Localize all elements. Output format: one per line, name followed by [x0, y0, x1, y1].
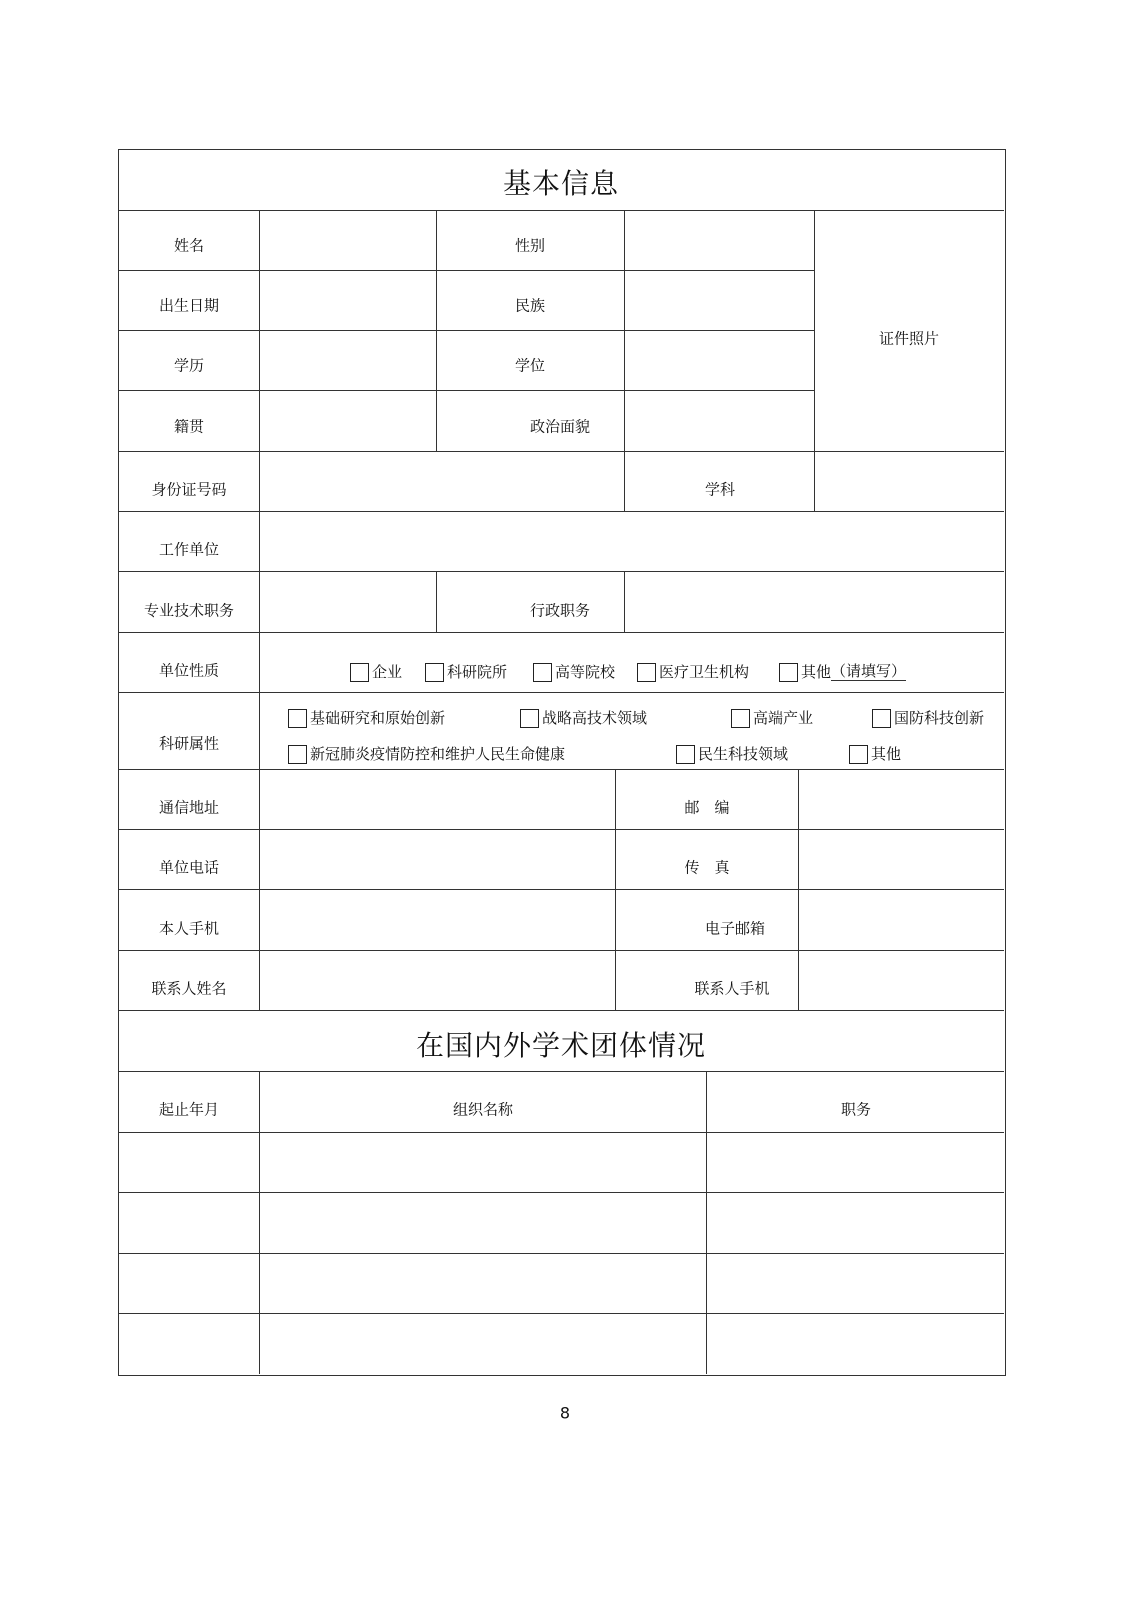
ethnicity-field[interactable] [625, 271, 814, 330]
fax-label: 传 真 [684, 858, 730, 877]
option-label: 战略高技术领域 [542, 709, 648, 727]
period-cell[interactable] [119, 1193, 259, 1253]
header-period: 起止年月 [158, 1100, 220, 1119]
unit-phone-field[interactable] [260, 830, 615, 889]
political-status-label: 政治面貌 [529, 417, 591, 436]
research-option-basic-research[interactable] [288, 709, 445, 728]
name-label: 姓名 [173, 236, 205, 255]
mobile-label: 本人手机 [158, 919, 220, 938]
unit-nature-option-other[interactable] [779, 663, 906, 682]
research-option-defense-innovation[interactable] [872, 709, 984, 728]
checkbox[interactable] [849, 745, 868, 764]
photo-field[interactable] [815, 211, 1003, 451]
address-field[interactable] [260, 770, 615, 829]
gender-field[interactable] [625, 211, 814, 270]
birth-date-label: 出生日期 [158, 296, 220, 315]
option-label: 国防科技创新 [894, 709, 985, 727]
period-cell[interactable] [119, 1133, 259, 1192]
unit-phone-label: 单位电话 [158, 858, 220, 877]
native-place-field[interactable] [260, 391, 436, 451]
gender-label: 性别 [514, 236, 546, 255]
contact-mobile-label: 联系人手机 [694, 979, 770, 998]
research-option-high-end-industry[interactable] [731, 709, 813, 728]
checkbox[interactable] [520, 709, 539, 728]
option-label: 医疗卫生机构 [659, 663, 750, 681]
research-attribute-label: 科研属性 [158, 734, 220, 753]
degree-field[interactable] [625, 331, 814, 390]
checkbox[interactable] [872, 709, 891, 728]
id-number-label: 身份证号码 [151, 480, 227, 499]
organization-cell[interactable] [260, 1314, 706, 1374]
id-number-field[interactable] [260, 452, 624, 511]
native-place-label: 籍贯 [173, 417, 205, 436]
organization-cell[interactable] [260, 1193, 706, 1253]
option-label: 基础研究和原始创新 [310, 709, 446, 727]
table-row[interactable] [119, 1133, 1004, 1192]
option-label: 企业 [372, 663, 403, 681]
checkbox[interactable] [288, 709, 307, 728]
option-label: 其他 [871, 745, 902, 763]
position-cell[interactable] [707, 1193, 1003, 1253]
unit-nature-option-medical[interactable] [637, 663, 749, 682]
admin-position-label: 行政职务 [529, 601, 591, 620]
education-label: 学历 [173, 356, 205, 375]
professional-title-field[interactable] [260, 572, 436, 632]
education-field[interactable] [260, 331, 436, 390]
fax-field[interactable] [799, 830, 1003, 889]
position-cell[interactable] [707, 1314, 1003, 1374]
application-form-table [118, 149, 1006, 1376]
postcode-field[interactable] [799, 770, 1003, 829]
table-row[interactable] [119, 1193, 1004, 1253]
research-option-livelihood-tech[interactable] [676, 745, 788, 764]
contact-name-field[interactable] [260, 951, 615, 1010]
political-status-field[interactable] [625, 391, 814, 451]
checkbox[interactable] [731, 709, 750, 728]
name-field[interactable] [260, 211, 436, 270]
email-field[interactable] [799, 890, 1003, 950]
checkbox[interactable] [533, 663, 552, 682]
basic-info-title: 基本信息 [502, 167, 620, 200]
postcode-label: 邮 编 [684, 798, 730, 817]
unit-nature-label: 单位性质 [158, 661, 220, 680]
discipline-field[interactable] [815, 452, 1003, 511]
period-cell[interactable] [119, 1254, 259, 1313]
organization-cell[interactable] [260, 1254, 706, 1313]
checkbox[interactable] [676, 745, 695, 764]
position-cell[interactable] [707, 1254, 1003, 1313]
ethnicity-label: 民族 [514, 296, 546, 315]
option-label: 其他 [801, 663, 832, 681]
birth-date-field[interactable] [260, 271, 436, 330]
other-fill-in-note[interactable]: （请填写） [831, 662, 907, 680]
option-label: 科研院所 [447, 663, 508, 681]
academic-groups-title: 在国内外学术团体情况 [415, 1029, 707, 1062]
header-organization: 组织名称 [452, 1100, 514, 1119]
position-cell[interactable] [707, 1133, 1003, 1192]
work-unit-field[interactable] [260, 512, 1003, 571]
professional-title-label: 专业技术职务 [143, 601, 235, 620]
option-label: 新冠肺炎疫情防控和维护人民生命健康 [310, 745, 566, 763]
research-option-other[interactable] [849, 745, 901, 764]
work-unit-label: 工作单位 [158, 540, 220, 559]
mobile-field[interactable] [260, 890, 615, 950]
admin-position-field[interactable] [625, 572, 1003, 632]
option-label: 高端产业 [753, 709, 814, 727]
research-option-covid-health[interactable] [288, 745, 565, 764]
contact-name-label: 联系人姓名 [151, 979, 227, 998]
unit-nature-option-enterprise[interactable] [350, 663, 402, 682]
unit-nature-option-university[interactable] [533, 663, 615, 682]
research-option-strategic-tech[interactable] [520, 709, 647, 728]
photo-label: 证件照片 [878, 329, 940, 348]
table-row[interactable] [119, 1314, 1004, 1374]
degree-label: 学位 [514, 356, 546, 375]
organization-cell[interactable] [260, 1133, 706, 1192]
checkbox[interactable] [425, 663, 444, 682]
option-label: 高等院校 [555, 663, 616, 681]
checkbox[interactable] [350, 663, 369, 682]
header-position: 职务 [840, 1100, 872, 1119]
discipline-label: 学科 [704, 480, 736, 499]
contact-mobile-field[interactable] [799, 951, 1003, 1010]
period-cell[interactable] [119, 1314, 259, 1374]
checkbox[interactable] [637, 663, 656, 682]
option-label: 民生科技领域 [698, 745, 789, 763]
checkbox[interactable] [288, 745, 307, 764]
unit-nature-option-research-institute[interactable] [425, 663, 507, 682]
checkbox[interactable] [779, 663, 798, 682]
address-label: 通信地址 [158, 798, 220, 817]
page-number: 8 [559, 1403, 571, 1423]
table-row[interactable] [119, 1254, 1004, 1313]
email-label: 电子邮箱 [704, 919, 766, 938]
